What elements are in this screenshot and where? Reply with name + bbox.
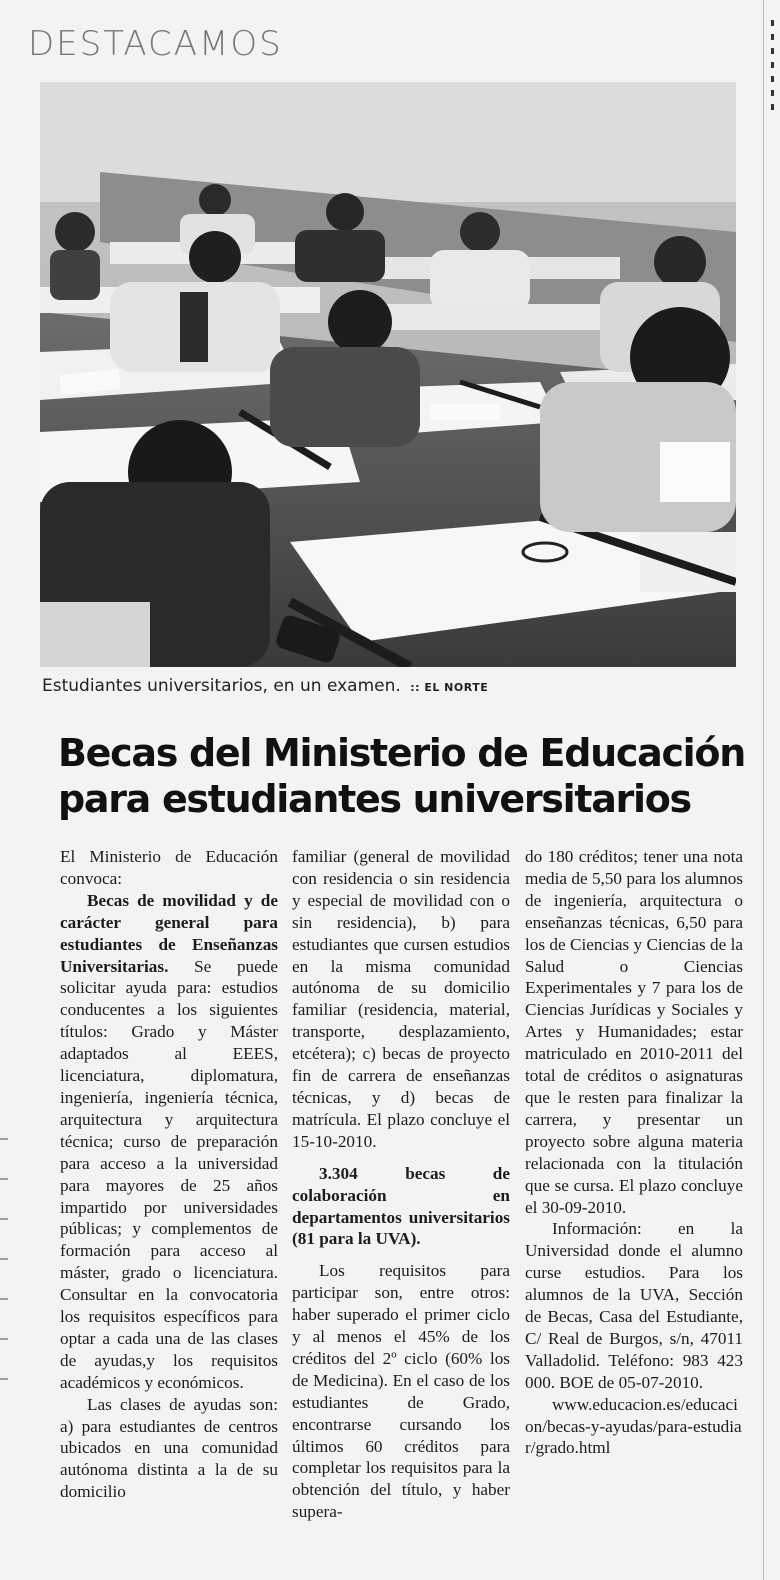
article-headline (58, 730, 758, 822)
exam-photo-illustration (40, 82, 736, 667)
paragraph: Las clases de ayudas son: a) para estudiantes de centros ubicados en una comunidad autónoma distinta a la de su domicilio (60, 1394, 278, 1502)
headline-line-2: para estudiantes universitarios (58, 777, 691, 821)
article-column-2 (292, 846, 510, 1523)
website-link[interactable]: www.educacion.es/educacion/becas-y-ayudas/para-estudiar/grado.html (525, 1394, 742, 1458)
column-divider (763, 0, 764, 1580)
paragraph-lead: 3.304 becas de colaboración en departamentos universitarios (81 para la UVA). (292, 1163, 510, 1249)
article-column-3 (525, 846, 743, 1459)
paragraph: do 180 créditos; tener una nota media de 5,50 para los alumnos de ingeniería, arquitectura o enseñanzas técnicas, 6,50 para los de Ciencias y Ciencias de la Salud o Ciencias Experimentales y 7 para los de Ciencias Jurídicas y Sociales y Artes y Humanidades; estar matriculado en 2010-2011 del total de créditos o asignaturas que le resten para finalizar la carrera, y presentar un proyecto sobre alguna materia relacionada con la titulación que se cursa. El plazo concluye el 30-09-2010. (525, 847, 743, 1217)
paragraph: El Ministerio de Educación convoca: (60, 847, 278, 888)
paragraph-lead: Becas de movilidad y de carácter general para estudiantes de Enseñanzas Universitarias. (60, 890, 278, 976)
paragraph: familiar (general de movilidad con residencia o sin residencia y especial de movilidad con o sin residencia), b) para estudiantes que cursen estudios en la misma comunidad autónoma de su domicilio familiar (residencia, material, transporte, desplazamiento, etcétera); c) becas de proyecto fin de carrera de enseñanzas técnicas, y d) becas de matrícula. El plazo concluye el 15-10-2010. (292, 847, 510, 1151)
paragraph (60, 890, 278, 1394)
paragraph: Información: en la Universidad donde el alumno curse estudios. Para los alumnos de la UVA, Sección de Becas, Casa del Estudiante, C/ Real de Burgos, s/n, 47011 Valladolid. Teléfono: 983 423 000. BOE de 05-07-2010. (525, 1219, 743, 1392)
photo-credit: :: EL NORTE (410, 681, 489, 694)
section-label: DESTACAMOS (28, 24, 283, 64)
paragraph: Los requisitos para participar son, entre otros: haber superado el primer ciclo y al menos el 45% de los créditos del 2º ciclo (60% los de Medicina). En el caso de los estudiantes de Grado, encontrarse cursando los últimos 60 créditos para completar los requisitos para la obtención del título, y haber supera- (292, 1261, 510, 1522)
photo-caption (42, 676, 488, 696)
headline-line-1: Becas del Ministerio de Educación (58, 731, 745, 775)
caption-text: Estudiantes universitarios, en un examen. (42, 676, 401, 696)
adjacent-column-fragment (771, 20, 774, 110)
exam-photo (40, 82, 736, 667)
adjacent-column-fragment (0, 1110, 8, 1410)
paragraph-body: Se puede solicitar ayuda para: estudios conducentes a los siguientes títulos: Grado y Máster adaptados al EEES, licenciatura, diplomatura, ingeniería, ingeniería técnica, arquitectura y arquitectura técnica; curso de preparación para acceso a la universidad para mayores de 25 años impartido por universidades públicas; y complementos de formación para acceso al máster, grado o licenciatura. Consultar en la convocatoria los requisitos específicos para optar a cada una de las clases de ayudas,y los requisitos académicos y económicos. (60, 956, 278, 1392)
article-column-1 (60, 846, 278, 1503)
